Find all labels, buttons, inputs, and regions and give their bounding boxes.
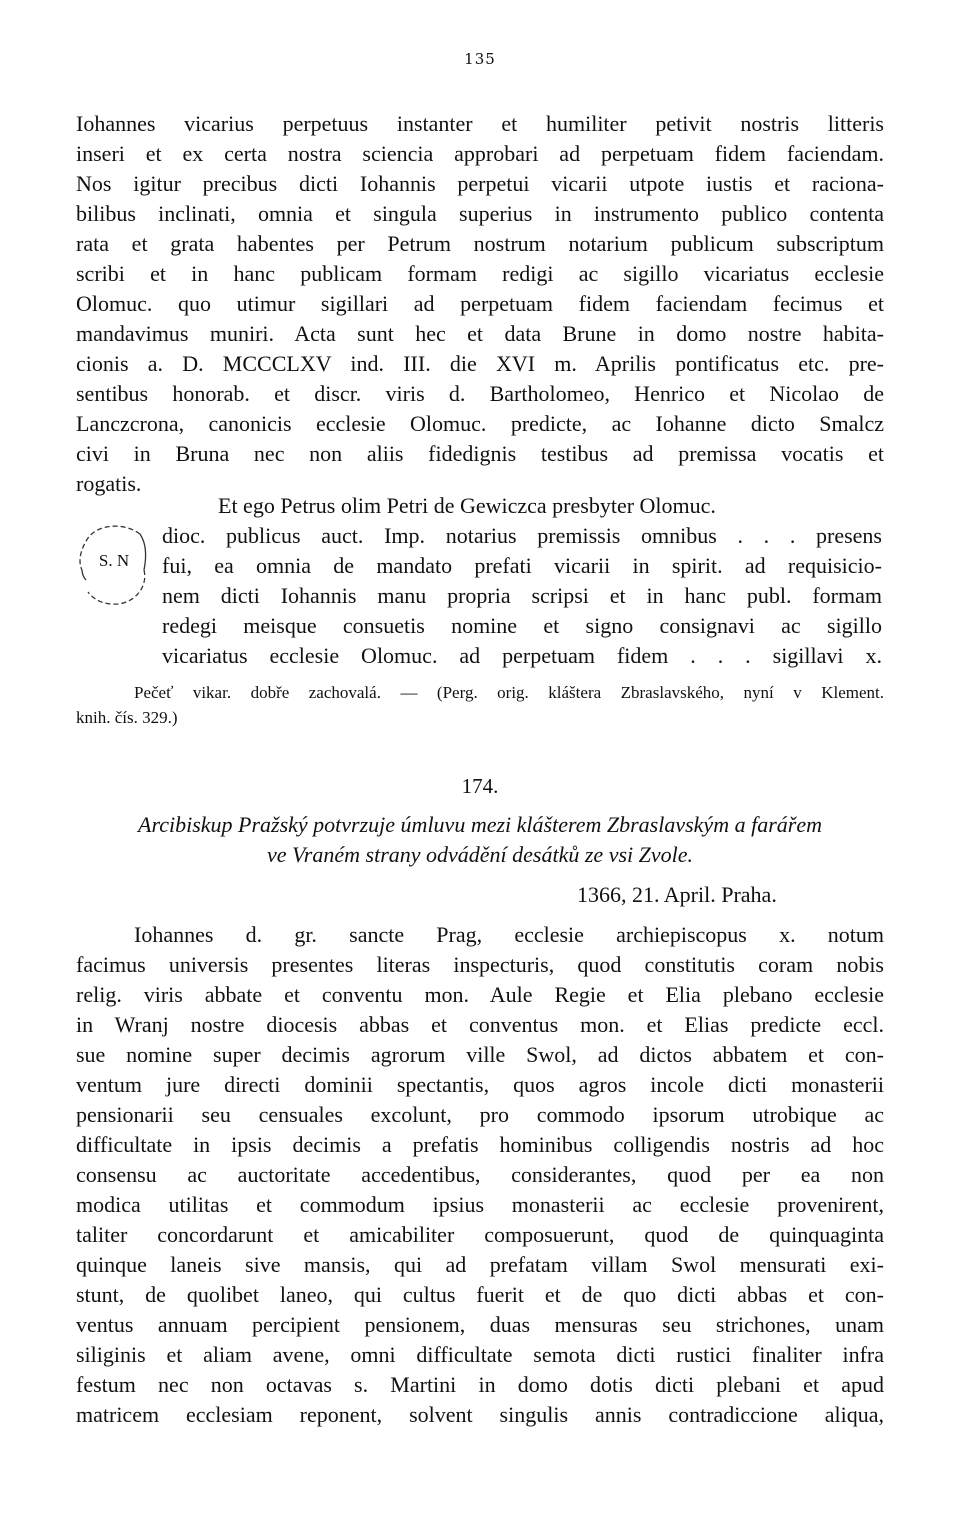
para1-line: rogatis. [76,471,142,496]
para2-line: in Wranj nostre diocesis abbas et conventus mon. et Elias predicte eccl. [76,1012,884,1037]
para1-line: rata et grata habentes per Petrum nostrum notarium publicum subscriptum [76,231,884,256]
para1-line: civi in Bruna nec non aliis fidedignis testibus ad premissa vocatis et [76,441,884,466]
para2-line: consensu ac auctoritate accedentibus, considerantes, quod per ea non [76,1162,884,1187]
para2-line: Iohannes d. gr. sancte Prag, ecclesie archiepiscopus x. notum [134,922,884,947]
para1-line: Lanczcrona, canonicis ecclesie Olomuc. predicte, ac Iohanne dicto Smalcz [76,411,884,436]
document-number: 174. [461,774,499,798]
para2-line: siliginis et aliam avene, omni difficultate semota dicti rustici finaliter infra [76,1342,884,1367]
notary-line: vicariatus ecclesie Olomuc. ad perpetuam fidem . . . sigillavi x. [162,643,882,668]
para2-line: pensionarii seu censuales excolunt, pro commodo ipsorum utrobique ac [76,1102,884,1127]
para2-line: matricem ecclesiam reponent, solvent singulis annis contradiccione aliqua, [76,1402,884,1427]
editorial-note-line: knih. čís. 329.) [76,708,178,727]
notary-line: Et ego Petrus olim Petri de Gewiczca presbyter Olomuc. [218,493,716,518]
para2-line: quinque laneis sive mansis, qui ad prefatam villam Swol mensurati exi- [76,1252,884,1277]
signum-label: S. N [98,551,130,570]
para1-line: bilibus inclinati, omnia et singula superius in instrumento publico contenta [76,201,884,226]
para2-line: taliter concordarunt et amicabiliter composuerunt, quod de quinquaginta [76,1222,884,1247]
para1-line: inseri et ex certa nostra sciencia approbari ad perpetuam fidem faciendam. [76,141,884,166]
notary-line: dioc. publicus auct. Imp. notarius premissis omnibus . . . presens [162,523,882,548]
para2-line: relig. viris abbate et conventu mon. Aule Regie et Elia plebano ecclesie [76,982,884,1007]
para1-line: scribi et in hanc publicam formam redigi ac sigillo vicariatus ecclesie [76,261,884,286]
dateline: 1366, 21. April. Praha. [577,882,777,907]
page-number: 135 [464,50,496,68]
editorial-note-line: Pečeť vikar. dobře zachovalá. — (Perg. orig. kláštera Zbraslavského, nyní v Klement. [134,683,884,702]
notary-signum [78,524,150,606]
notary-line: fui, ea omnia de mandato prefati vicarii in spirit. ad requisicio- [162,553,882,578]
para1-line: Iohannes vicarius perpetuus instanter et humiliter petivit nostris litteris [76,111,884,136]
para1-line: mandavimus muniri. Acta sunt hec et data Brune in domo nostre habita- [76,321,884,346]
notary-line: redegi meisque consuetis nomine et signo consignavi ac sigillo [162,613,882,638]
para2-line: modica utilitas et commodum ipsius monasterii ac ecclesie provenirent, [76,1192,884,1217]
para1-line: sentibus honorab. et discr. viris d. Bartholomeo, Henrico et Nicolao de [76,381,884,406]
notary-line: nem dicti Iohannis manu propria scripsi et in hanc publ. formam [162,583,882,608]
para2-line: ventus annuam percipient pensionem, duas mensuras seu strichones, unam [76,1312,884,1337]
para1-line: Nos igitur precibus dicti Iohannis perpetui vicarii utpote iustis et raciona- [76,171,884,196]
para2-line: difficultate in ipsis decimis a prefatis hominibus colligendis nostris ad hoc [76,1132,884,1157]
para2-line: sue nomine super decimis agrorum ville Swol, ad dictos abbatem et con- [76,1042,884,1067]
document-title-line: Arcibiskup Pražský potvrzuje úmluvu mezi klášterem Zbraslavským a farářem [138,812,822,837]
para2-line: facimus universis presentes literas inspecturis, quod constitutis coram nobis [76,952,884,977]
para2-line: stunt, de quolibet laneo, qui cultus fuerit et de quo dicti abbas et con- [76,1282,884,1307]
para1-line: Olomuc. quo utimur sigillari ad perpetuam fidem faciendam fecimus et [76,291,884,316]
para2-line: ventum jure directi dominii spectantis, quos agros incole dicti monasterii [76,1072,884,1097]
document-title-line: ve Vraném strany odvádění desátků ze vsi Zvole. [266,842,694,867]
para1-line: cionis a. D. MCCCLXV ind. III. die XVI m. Aprilis pontificatus etc. pre- [76,351,884,376]
para2-line: festum nec non octavas s. Martini in domo dotis dicti plebani et apud [76,1372,884,1397]
